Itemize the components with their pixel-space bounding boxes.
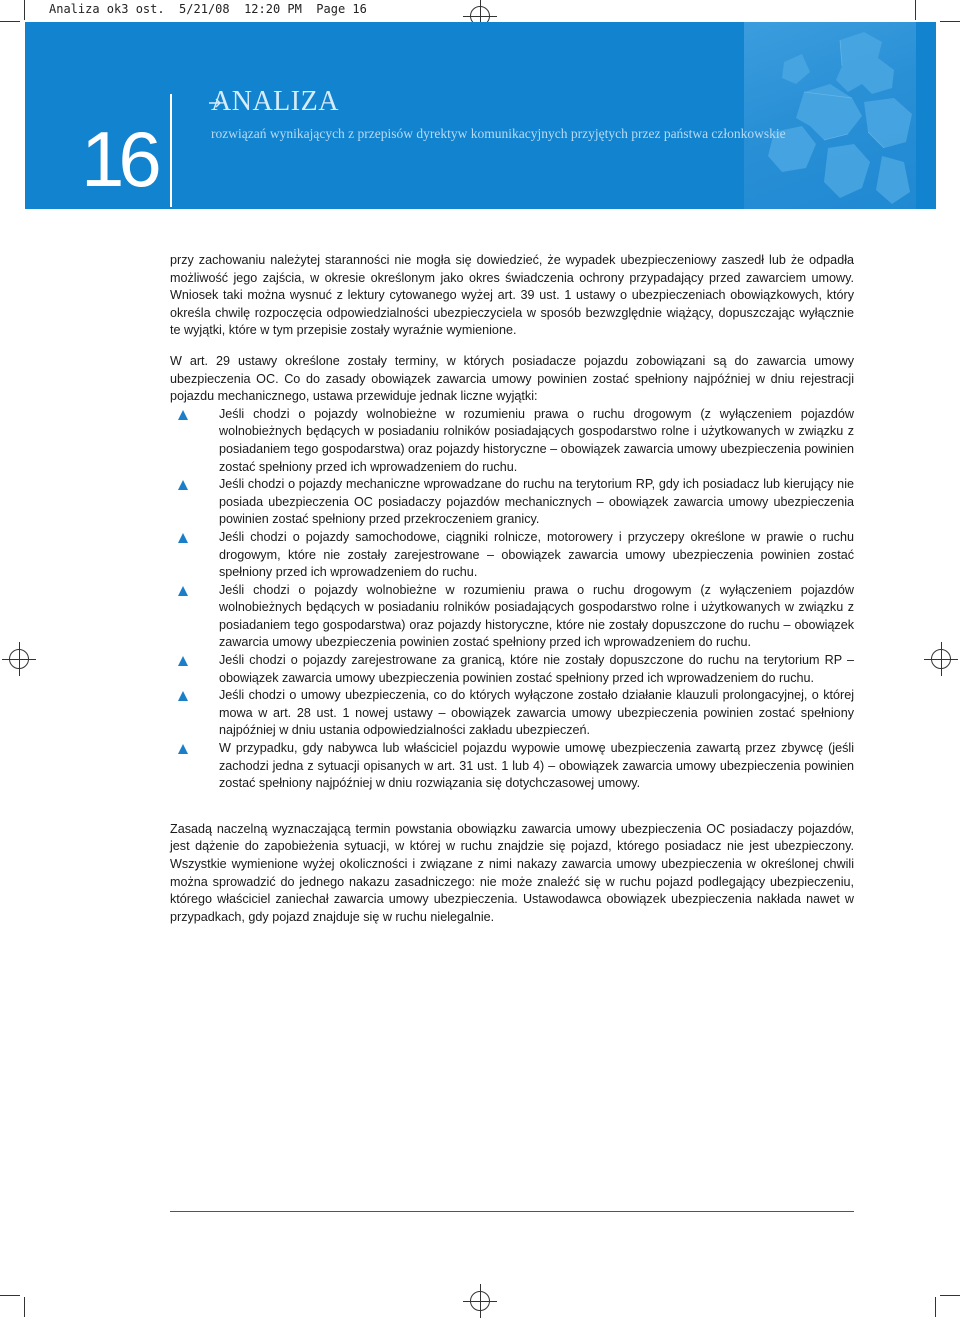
list-item: Jeśli chodzi o pojazdy samochodowe, ciągniki rolnicze, motorowery i przyczepy określone w prawie o ruchu drogowym, które nie zostały zarejestrowane – obowiązek zawarcia umowy ubezpieczenia powinien zostać spełniony przed ich wprowadzeniem do ruchu. — [170, 529, 854, 582]
list-item: Jeśli chodzi o pojazdy wolnobieżne w rozumieniu prawa o ruchu drogowym (z wyłączeniem pojazdów wolnobieżnych będących w posiadaniu rolników posiadających gospodarstwo rolne i użytkowanych w związku z posiadaniem tego gospodarstwa) oraz pojazdy historyczne – obowiązek zawarcia umowy ubezpieczenia powinien zostać spełniony przed ich wprowadzeniem do ruchu. — [170, 406, 854, 476]
crop-mark-bottom-left-h — [0, 1295, 20, 1296]
list-item: Jeśli chodzi o pojazdy mechaniczne wprowadzane do ruchu na terytorium RP, gdy ich posiadacz lub kierujący nie posiada ubezpieczenia OC posiadaczy pojazdów mechanicznych – obowiązek zawarcia umowy ubezpieczenia powinien zostać spełniony przed przekroczeniem granicy. — [170, 476, 854, 529]
list-item: Jeśli chodzi o umowy ubezpieczenia, co do których wyłączone zostało działanie klauzuli prolongacyjnej, o której mowa w art. 28 ust. 1 nowej ustawy – obowiązek zawarcia umowy ubezpieczenia powinien zostać spełniony najpóźniej w dniu ustania odpowiedzialności zakładu ubezpieczeń. — [170, 687, 854, 740]
section-title: ANALIZA — [211, 86, 339, 117]
crop-mark-top-left-h — [0, 21, 20, 22]
triangle-bullet-icon — [178, 480, 188, 490]
triangle-bullet-icon — [178, 533, 188, 543]
document-body — [170, 252, 854, 926]
europe-map-icon — [744, 22, 916, 209]
crop-mark-bottom-right — [935, 1297, 936, 1317]
list-item: Jeśli chodzi o pojazdy zarejestrowane za granicą, które nie zostały dopuszczone do ruchu na terytorium RP – obowiązek zawarcia umowy ubezpieczenia powinien zostać spełniony przed ich wprowadzeniem do ruchu. — [170, 652, 854, 687]
crop-mark-bottom-left — [24, 1297, 25, 1317]
triangle-bullet-icon — [178, 410, 188, 420]
registration-mark-icon — [467, 1288, 493, 1314]
crop-mark-top-right — [915, 0, 916, 20]
crop-mark-bottom-right-h — [940, 1295, 960, 1296]
footer-rule — [170, 1211, 854, 1212]
triangle-bullet-icon — [178, 691, 188, 701]
registration-mark-icon — [928, 646, 954, 672]
header-banner — [25, 22, 936, 209]
paragraph: Zasadą naczelną wyznaczającą termin powstania obowiązku zawarcia umowy ubezpieczenia OC posiadaczy pojazdów, jest dążenie do zapobieżenia sytuacji, w której w ruchu znajdzie się pojazd, którego posiadacz nie jest ubezpieczony. Wszystkie wymienione wyżej okoliczności i związane z nimi nakazy zawarcia umowy ubezpieczenia w określonej chwili można sprowadzić do jednego nakazu zasadniczego: nie może znaleźć się w ruchu pojazd podlegający ubezpieczeniu, którego właściciel zaniechał zawarcia umowy ubezpieczenia. Ustawodawca obowiązek ubezpieczenia nakłada nawet w przypadkach, gdy pojazd znajduje się w ruchu nielegalnie. — [170, 821, 854, 924]
registration-mark-icon — [6, 646, 32, 672]
print-slug: Analiza ok3 ost. 5/21/08 12:20 PM Page 16 — [49, 2, 367, 16]
paragraph: przy zachowaniu należytej staranności nie mogła się dowiedzieć, że wypadek ubezpieczeniowy zaszedł lub że odpadła możliwość jego zajścia, w okresie określonym jako okres świadczenia ochrony przypadający przed zawarciem umowy. Wniosek taki można wysnuć z lektury cytowanego wyżej art. 39 ust. 1 ustawy o ubezpieczeniach obowiązkowych, który określa chwilę rozpoczęcia odpowiedzialności ubezpieczyciela w sposób bezwzględnie wiążący, dopuszczając wyłącznie te wyjątki, które w tym przepisie zostały wyraźnie wymienione. — [170, 253, 854, 338]
list-item: Jeśli chodzi o pojazdy wolnobieżne w rozumieniu prawa o ruchu drogowym (z wyłączeniem pojazdów wolnobieżnych będących w posiadaniu rolników posiadających gospodarstwo rolne i użytkowanych w związku z posiadaniem tego gospodarstwa) oraz pojazdy historyczne, które nie zostały dopuszczone do ruchu – obowiązek zawarcia umowy ubezpieczenia powinien zostać spełniony przed ich wprowadzeniem do ruchu. — [170, 582, 854, 652]
paragraph: W art. 29 ustawy określone zostały terminy, w których posiadacze pojazdu zobowiązani są do zawarcia umowy ubezpieczenia OC. Co do zasady obowiązek zawarcia umowy powinien zostać spełniony najpóźniej w dniu rejestracji pojazdu mechanicznego, ustawa przewiduje jednak liczne wyjątki: — [170, 353, 854, 404]
crop-mark-top-left — [24, 0, 25, 20]
triangle-bullet-icon — [178, 744, 188, 754]
list-item: W przypadku, gdy nabywca lub właściciel pojazdu wypowie umowę ubezpieczenia zawartą przez zbywcę (jeśli zachodzi jedna z sytuacji opisanych w art. 31 ust. 1 lub 4) – obowiązek zawarcia umowy ubezpieczenia powinien zostać spełniony najpóźniej w dniu rozwiązania się dotychczasowej umowy. — [170, 740, 854, 793]
header-divider — [170, 94, 172, 207]
section-subtitle: rozwiązań wynikających z przepisów dyrektyw komunikacyjnych przyjętych przez państwa członkowskie — [211, 126, 786, 141]
bullet-list — [170, 406, 854, 793]
triangle-bullet-icon — [178, 586, 188, 596]
triangle-bullet-icon — [178, 656, 188, 666]
crop-mark-top-right-h — [940, 21, 960, 22]
page-number: 16 — [81, 115, 156, 203]
